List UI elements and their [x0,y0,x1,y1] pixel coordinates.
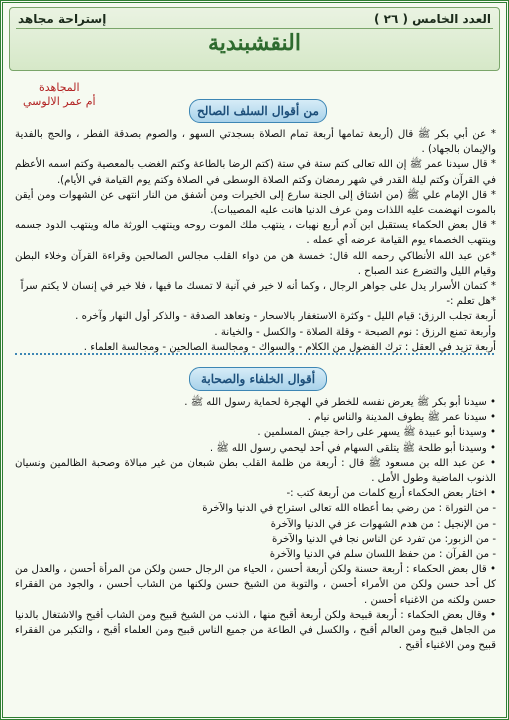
section-heading-sahaba: أقوال الخلفاء والصحابة [189,367,327,391]
author-name: أم عمر الالوسي [23,95,96,108]
saying-ali: * قال الإمام علي ﷺ (من اشتاق إلى الجنة سارع إلى الخيرات ومن أشفق من النار انتهى عن الشهوات ومن أيقن بالموت انهضمت عليه اللذات ومن عرف الدنيا هانت عليه المصيبات). [15,189,496,217]
list-intellect: أربعة تزيد في العقل : ترك الفضول من الكلام - والسواك - ومجالسة الصالحين - ومجالسة العلماء . [83,341,496,353]
book-torah: - من التوراة : من رضي بما أعطاه الله تعالى استراح في الدنيا والآخرة [202,503,496,515]
header-divider [16,28,493,29]
bullet-umar: • سيدنا عمر ﷺ يطوف المدينة والناس نيام . [307,412,496,424]
list-rizq-bring: أربعة تجلب الرزق: قيام الليل - وكثرة الاستغفار بالاسحار - وتعاهد الصدقة - والذكر أول النهار وآخره . [75,311,496,323]
bullet-abu-talha: • وسيدنا أبو طلحة ﷺ يتلقى السهام في أحد ليحمي رسول الله ﷺ . [209,442,496,454]
page-header [9,7,500,71]
issue-number: العدد الخامس ( ٢٦ ) [374,12,491,26]
saying-wise-four-plunders: * قال بعض الحكماء يستقبل ابن آدم أربع نهبات ، ينتهب ملك الموت روحه وينتهب الورثة ماله وينتهب الدود جسمه وينتهب الخصماء يوم القيامة عرضه أي عمله . [15,220,496,247]
bullet-ibn-masud: • عن عبد الله بن مسعود ﷺ قال : أربعة من ظلمة القلب بطن شبعان من غير مبالاة وصحبة الظالمين ونسيان الذنوب الماضية وطول الأمل . [15,457,496,485]
salaf-sayings [15,127,496,355]
bullet-four-words: • اختار بعض الحكماء أربع كلمات من أربعة كتب :- [286,488,496,500]
bullet-four-good: • قال بعض الحكماء : أربعة حسنة ولكن أربعة أحسن ، الحياء من الرجال حسن ولكن من المرأة أحسن ، والعدل من كل أحد حسن ولكن من الأمراء أحسن ، والتوبة من الشيخ حسن ولكنها من الشاب أحسن ، والجود من الفقراء حسن ولكنه من الاغنياء أحسن . [15,564,496,606]
bullet-four-ugly: • وقال بعض الحكماء : أربعة قبيحة ولكن أربعة أقبح منها ، الذنب من الشيخ قبيح ومن الشاب أقبح والاشتغال بالدنيا من الجاهل قبيح ومن العالم أقبح ، والكسل في الطاعة من جميع الناس قبيح ومن العلماء أقبح ، والتكبر من الفقراء قبيح ومن الاغنياء أقبح . [15,609,496,652]
saying-antaki: *عن عبد الله الأنطاكي رحمه الله قال: خمسة هن من دواء القلب مجالس الصالحين وقراءة القرآن وخلاء البطن وقيام الليل والتضرع عند الصباح . [15,250,496,277]
saying-abu-bakr: * عن أبي بكر ﷺ قال (أربعة تمامها أربعة تمام الصلاة بسجدتي السهو ، والصوم بصدقة الفطر ، والحج بالفدية والإيمان بالجهاد) . [15,129,496,156]
saying-secrets: * كتمان الأسرار يدل على جواهر الرجال ، وكما أنه لا خير في آنية لا تمسك ما فيها ، فلا خير في إنسان لا يكتم سراً [20,281,496,293]
list-rizq-prevent: وأربعة تمنع الرزق : نوم الصبحة - وقلة الصلاة - والكسل - والخيانة . [214,326,496,338]
section-divider [15,353,494,355]
book-zabur: - من الزبور: من تفرد عن الناس نجا في الدنيا والآخرة [271,533,496,545]
did-you-know-heading: *هل تعلم :- [446,296,496,308]
magazine-title: النقشبندية [208,30,301,56]
author-title: المجاهدة [39,81,80,94]
sahaba-sayings [15,395,496,653]
section-heading-salaf: من أقوال السلف الصالح [189,99,327,123]
bullet-abu-bakr: • سيدنا أبو بكر ﷺ يعرض نفسه للخطر في الهجرة لحماية رسول الله ﷺ . [184,397,496,408]
book-injil: - من الإنجيل : من هدم الشهوات عز في الدنيا والآخرة [270,518,496,530]
book-quran: - من القرآن : من حفظ اللسان سلم في الدنيا والآخرة [269,549,496,561]
saying-umar: * قال سيدنا عمر ﷺ إن الله تعالى كتم ستة في ستة (كتم الرضا بالطاعة وكتم الغضب بالمعصية وكتم اسمه الأعظم في القرآن وكتم ليلة القدر في شهر رمضان وكتم الصلاة الوسطى في الصلاة وكتم يوم القيامة في الأيام). [15,159,496,186]
section-name: إستراحة مجاهد [18,12,107,26]
bullet-abu-ubaida: • وسيدنا أبو عبيدة ﷺ يسهر على راحة جيش المسلمين . [257,427,496,439]
author-credit [23,81,96,109]
